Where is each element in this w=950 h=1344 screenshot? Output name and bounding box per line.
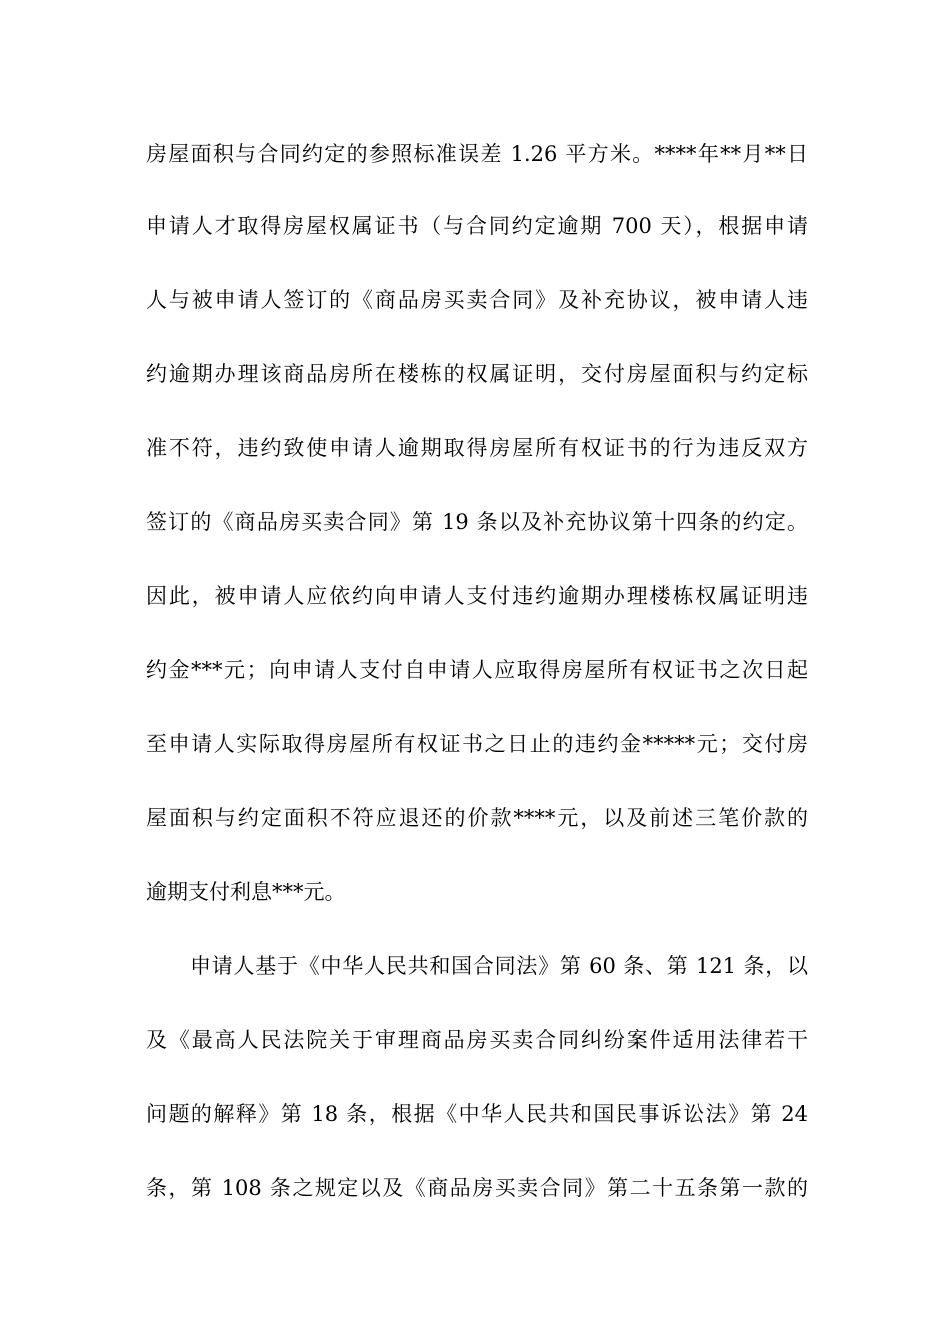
paragraph-line: 约金***元；向申请人支付自申请人应取得房屋所有权证书之次日起 — [146, 658, 808, 682]
paragraph-line: 因此，被申请人应依约向申请人支付违约逾期办理楼栋权属证明违 — [146, 584, 808, 608]
paragraph-line: 申请人基于《中华人民共和国合同法》第 60 条、第 121 条，以 — [190, 954, 808, 978]
paragraph-line: 条，第 108 条之规定以及《商品房买卖合同》第二十五条第一款的 — [146, 1176, 808, 1200]
paragraph-line: 房屋面积与合同约定的参照标准误差 1.26 平方米。****年**月**日 — [146, 142, 808, 166]
paragraph-line: 准不符，违约致使申请人逾期取得房屋所有权证书的行为违反双方 — [146, 436, 808, 460]
paragraph-line: 屋面积与约定面积不符应退还的价款****元，以及前述三笔价款的 — [146, 806, 808, 830]
paragraph-line: 约逾期办理该商品房所在楼栋的权属证明，交付房屋面积与约定标 — [146, 362, 808, 386]
paragraph-line: 及《最高人民法院关于审理商品房买卖合同纠纷案件适用法律若干 — [146, 1028, 808, 1052]
paragraph-line: 逾期支付利息***元。 — [146, 880, 346, 904]
paragraph-line: 申请人才取得房屋权属证书（与合同约定逾期 700 天），根据申请 — [146, 214, 808, 238]
paragraph-line: 问题的解释》第 18 条，根据《中华人民共和国民事诉讼法》第 24 — [146, 1102, 808, 1126]
paragraph-line: 签订的《商品房买卖合同》第 19 条以及补充协议第十四条的约定。 — [146, 510, 808, 534]
paragraph-line: 人与被申请人签订的《商品房买卖合同》及补充协议，被申请人违 — [146, 288, 808, 312]
paragraph-line: 至申请人实际取得房屋所有权证书之日止的违约金*****元；交付房 — [146, 732, 808, 756]
